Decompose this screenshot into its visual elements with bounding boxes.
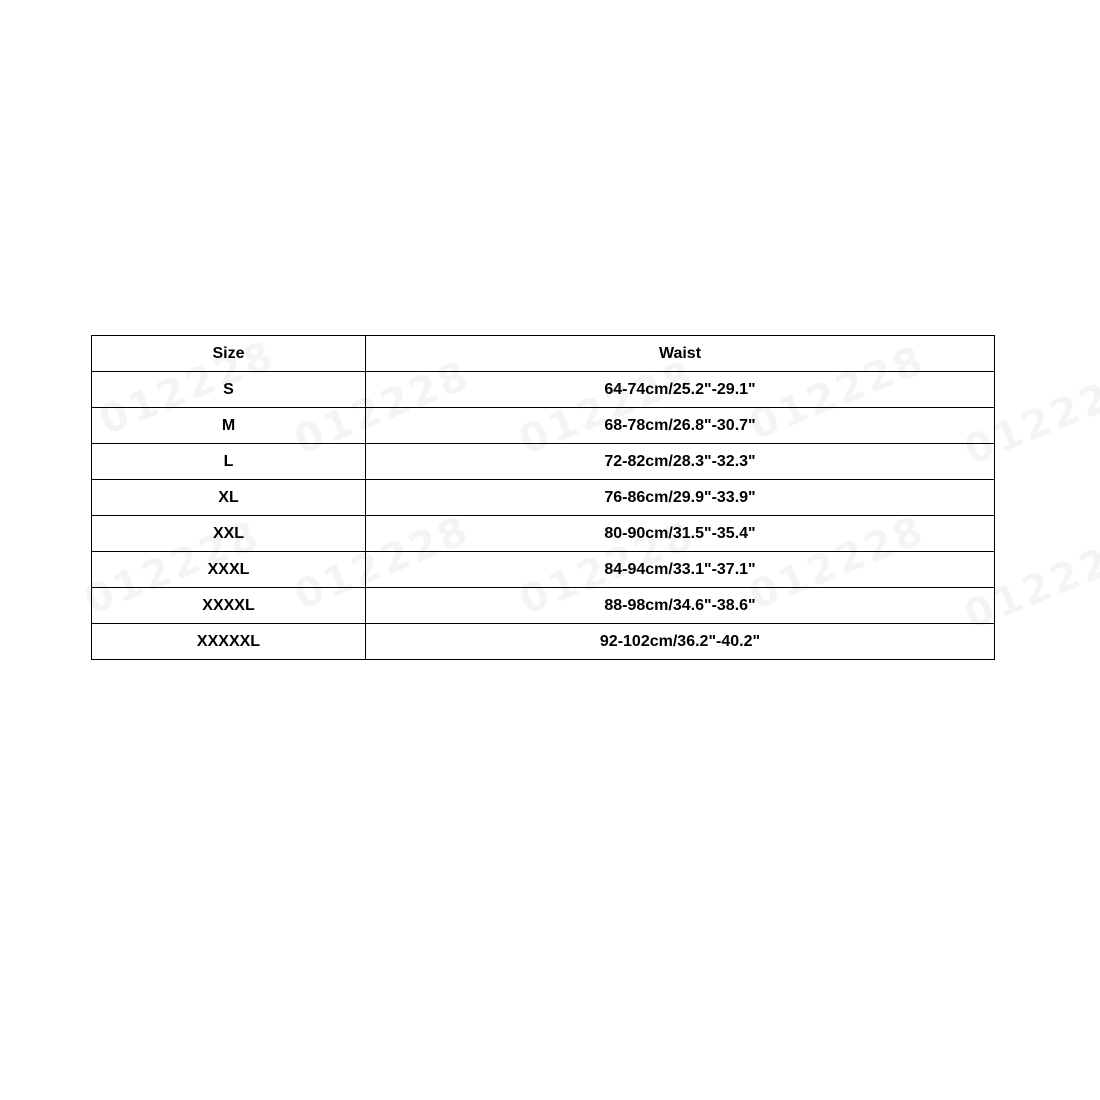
- size-column-header: Size: [92, 336, 366, 372]
- size-cell: M: [92, 408, 366, 444]
- waist-cell: 72-82cm/28.3"-32.3": [366, 444, 995, 480]
- waist-cell: 76-86cm/29.9"-33.9": [366, 480, 995, 516]
- waist-cell: 92-102cm/36.2"-40.2": [366, 624, 995, 660]
- size-cell: L: [92, 444, 366, 480]
- size-cell: S: [92, 372, 366, 408]
- size-cell: XL: [92, 480, 366, 516]
- waist-cell: 80-90cm/31.5"-35.4": [366, 516, 995, 552]
- waist-cell: 64-74cm/25.2"-29.1": [366, 372, 995, 408]
- waist-cell: 84-94cm/33.1"-37.1": [366, 552, 995, 588]
- size-cell: XXXXL: [92, 588, 366, 624]
- waist-cell: 88-98cm/34.6"-38.6": [366, 588, 995, 624]
- table-row: [92, 372, 995, 408]
- table-row: [92, 516, 995, 552]
- table-row: [92, 552, 995, 588]
- table-header-row: [92, 336, 995, 372]
- size-chart-table: [91, 335, 995, 660]
- size-cell: XXL: [92, 516, 366, 552]
- table-row: [92, 444, 995, 480]
- table-row: [92, 408, 995, 444]
- table-row: [92, 480, 995, 516]
- table-row: [92, 588, 995, 624]
- table-row: [92, 624, 995, 660]
- waist-column-header: Waist: [366, 336, 995, 372]
- size-cell: XXXXXL: [92, 624, 366, 660]
- waist-cell: 68-78cm/26.8"-30.7": [366, 408, 995, 444]
- size-cell: XXXL: [92, 552, 366, 588]
